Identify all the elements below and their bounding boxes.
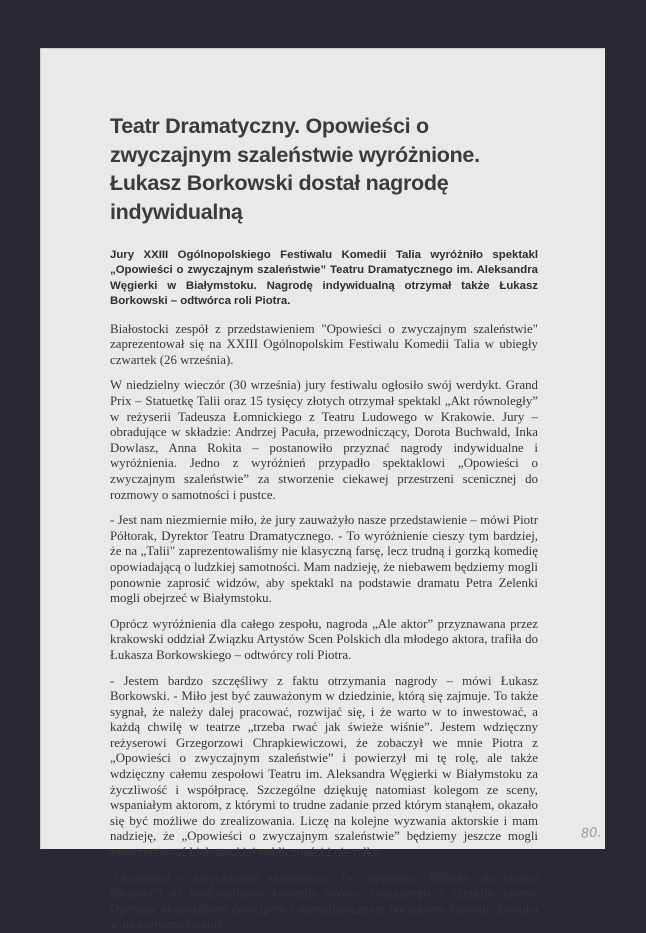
article bbox=[110, 112, 538, 933]
article-paragraph: Oprócz wyróżnienia dla całego zespołu, nagroda „Ale aktor” przyznawana przez krakowski oddział Związku Artystów Scen Polskich dla młodego aktora, trafiła do Łukasza Borkowskiego – odtwórcy roli Piotra. bbox=[110, 616, 538, 662]
handwritten-page-number: 80. bbox=[580, 825, 603, 842]
article-paragraph: - Jestem bardzo szczęśliwy z faktu otrzymania nagrody – mówi Łukasz Borkowski. - Miło jest być zauważonym w dziedzinie, którą się zajmuje. To także sygnał, że należy dalej pracować, rozwijać się, i że warto w to inwestować, a każdą chwilę w teatrze „trzeba rwać jak świeże wiśnie”. Jestem wdzięczny reżyserowi Grzegorzowi Chrapkiewiczowi, że zobaczył we mnie Piotra z „Opowieści o zwyczajnym szaleństwie” i powierzył mi tę rolę, ale także wdzięczny całemu zespołowi Teatru im. Aleksandra Węgierki w Białymstoku za życzliwość i współpracę. Szczególne dziękuję natomiast kolegom ze sceny, wspaniałym aktorom, z którymi to trudne zadanie przed którym stanąłem, okazało się być możliwe do zrealizowania. Liczę na kolejne wyzwania aktorskie i mam nadzieję, że „Opowieści o zwyczajnym szaleństwie” będziemy jeszcze mogli zaprezentować białostockiej publiczności i nie tylko. bbox=[110, 673, 538, 860]
article-paragraph: "Opowieści o zwyczajnym szaleństwie" (w oryginale: "Příběhy obyčejného šílenství") to wielowątkowa komedia twórcy związanego z czeskim kinem. Operując absurdalnym dowcipem i surrealistycznym poczuciem humoru, Zelenka w niekonwencjonalny bbox=[110, 870, 538, 932]
article-title: Teatr Dramatyczny. Opowieści o zwyczajnym szaleństwie wyróżnione. Łukasz Borkowski dostał nagrodę indywidualną bbox=[110, 114, 480, 224]
article-paragraph: W niedzielny wieczór (30 września) jury festiwalu ogłosiło swój werdykt. Grand Prix – Statuetkę Talii oraz 15 tysięcy złotych otrzymał spektakl „Akt równoległy” w reżyserii Tadeusza Łomnickiego z Teatru Ludowego w Krakowie. Jury – obradujące w składzie: Andrzej Pacuła, przewodniczący, Dorota Buchwald, Inka Dowlasz, Anna Rokita – postanowiło przyznać nagrody indywidualne i wyróżnienia. Jedno z wyróżnień przypadło spektaklowi „Opowieści o zwyczajnym szaleństwie” za stworzenie ciekawej przestrzeni scenicznej do rozmowy o samotności i pustce. bbox=[110, 378, 538, 502]
article-lead: Jury XXIII Ogólnopolskiego Festiwalu Komedii Talia wyróżniło spektakl „Opowieści o zwyczajnym szaleństwie” Teatru Dramatycznego im. Aleksandra Węgierki w Białymstoku. Nagrodę indywidualną otrzymał także Łukasz Borkowski – odtwórca roli Piotra. bbox=[110, 249, 538, 308]
article-paragraph: - Jest nam niezmiernie miło, że jury zauważyło nasze przedstawienie – mówi Piotr Półtorak, Dyrektor Teatru Dramatycznego. - To wyróżnienie cieszy tym bardziej, że na „Talii" zaprezentowaliśmy nie klasyczną farsę, lecz trudną i gorzką komedię opowiadającą o ludzkiej samotności. Mam nadzieję, że niebawem będziemy mogli ponownie zaprosić widzów, aby spektakl na podstawie dramatu Petra Zelenki mogli obejrzeć w Białymstoku. bbox=[110, 513, 538, 606]
article-paragraph: Białostocki zespół z przedstawieniem "Opowieści o zwyczajnym szaleństwie" zaprezentował się na XXIII Ogólnopolskim Festiwalu Komedii Talia w ubiegły czwartek (26 września). bbox=[110, 321, 538, 367]
